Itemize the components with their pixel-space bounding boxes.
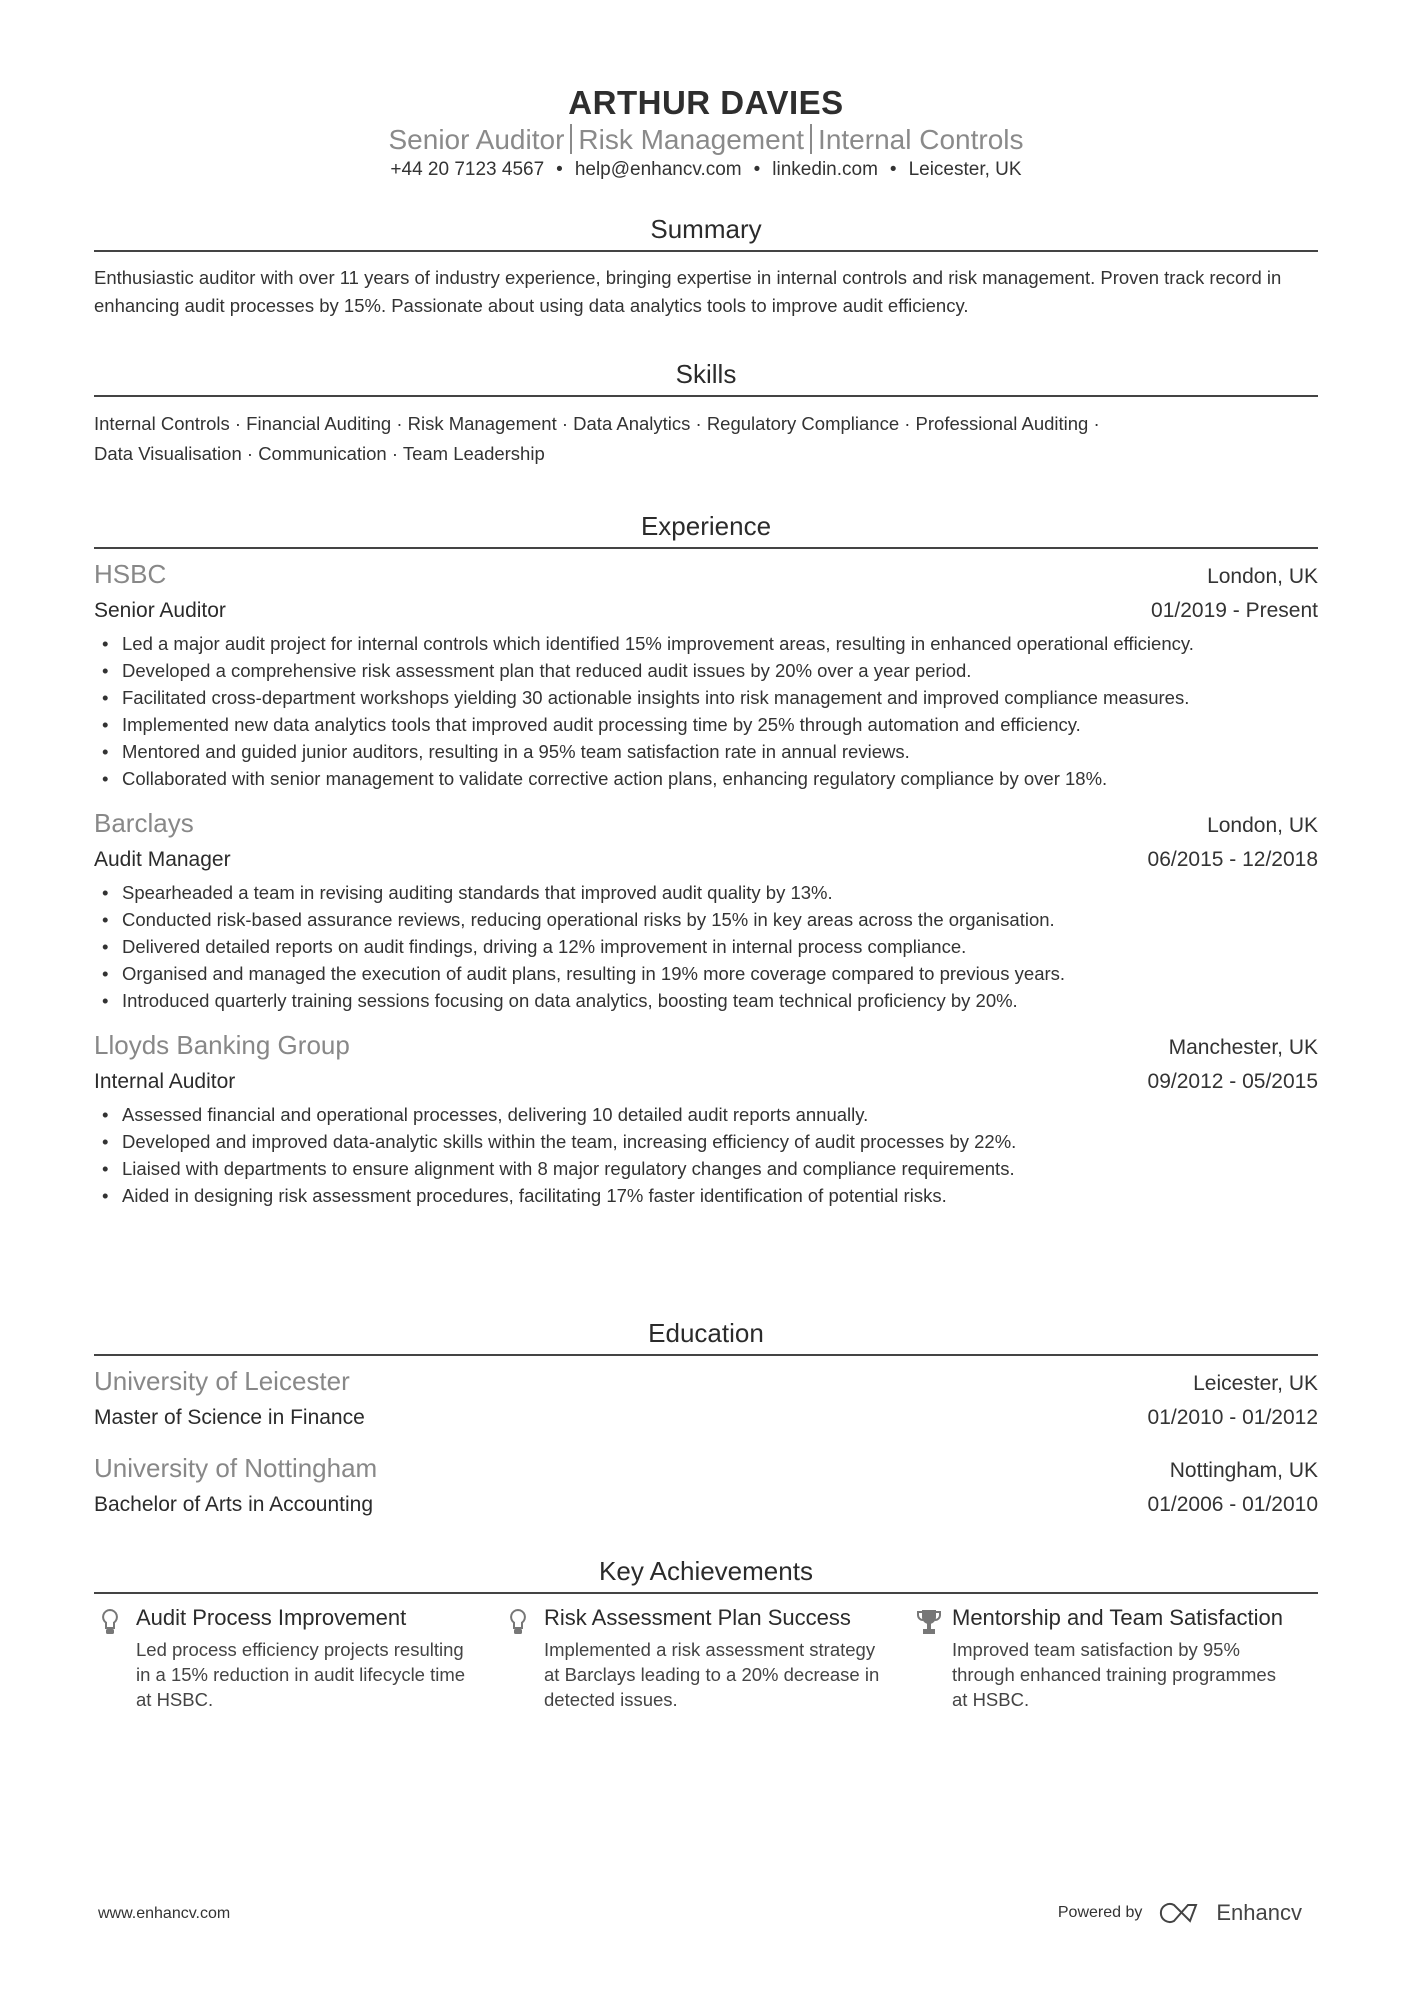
bullet-item: • Aided in designing risk assessment procedures, facilitating 17% faster identification of potential risks.	[94, 1182, 1318, 1209]
school-name: University of Nottingham	[94, 1453, 378, 1483]
company-name: Barclays	[94, 808, 194, 838]
bullet-item: • Delivered detailed reports on audit findings, driving a 12% improvement in internal process compliance.	[94, 933, 1318, 960]
job-role: Internal Auditor	[94, 1070, 236, 1093]
school-name: University of Leicester	[94, 1366, 350, 1396]
divider	[94, 1592, 1318, 1594]
divider	[94, 250, 1318, 252]
email-link[interactable]: help@enhancv.com	[574, 159, 742, 180]
headline	[94, 124, 1318, 156]
footer-website[interactable]: www.enhancv.com	[98, 1905, 231, 1922]
school-location: Nottingham, UK	[1169, 1459, 1318, 1482]
education-entry	[94, 1451, 1318, 1522]
skills-line: Data Visualisation · Communication · Team Leadership	[94, 443, 545, 464]
bullet-item: • Developed a comprehensive risk assessment plan that reduced audit issues by 20% over a year period.	[94, 657, 1318, 684]
job-entry	[94, 557, 1318, 792]
achievement-text	[952, 1604, 1312, 1712]
headline-title: Senior Auditor	[388, 124, 565, 155]
job-dates: 01/2019 - Present	[1151, 599, 1318, 622]
achievement-title: Audit Process Improvement	[136, 1605, 407, 1630]
divider	[94, 1354, 1318, 1356]
job-entry	[94, 1028, 1318, 1209]
powered-by-label: Powered by	[1057, 1904, 1143, 1921]
job-role: Senior Auditor	[94, 599, 226, 622]
job-location: Manchester, UK	[1168, 1036, 1318, 1059]
degree: Master of Science in Finance	[94, 1406, 365, 1429]
contact-info: +44 20 7123 4567 • help@enhancv.com • linkedin.com • Leicester, UK	[390, 159, 1022, 180]
bullet-list	[94, 1101, 1318, 1209]
bullet-item: • Spearheaded a team in revising auditing standards that improved audit quality by 13%.	[94, 879, 1318, 906]
skills-line: Internal Controls · Financial Auditing · Risk Management · Data Analytics · Regulatory Compliance · Professional Auditing ·	[94, 413, 1100, 434]
job-role: Audit Manager	[94, 848, 231, 871]
candidate-name: ARTHUR DAVIES	[568, 84, 844, 121]
bullet-item: • Led a major audit project for internal controls which identified 15% improvement areas, resulting in enhanced operational efficiency.	[94, 630, 1318, 657]
achievement-description: Led process efficiency projects resulting in a 15% reduction in audit lifecycle time at HSBC.	[136, 1639, 466, 1710]
summary-text: Enthusiastic auditor with over 11 years of industry experience, bringing expertise in internal controls and risk management. Proven track record in enhancing audit processes by 15%. Passionate about using data analytics tools to improve audit efficiency.	[94, 267, 1282, 316]
school-location: Leicester, UK	[1193, 1372, 1318, 1395]
headline-title: Internal Controls	[818, 124, 1024, 155]
divider	[94, 395, 1318, 397]
education-header	[94, 1364, 1318, 1401]
company-name: HSBC	[94, 559, 167, 589]
education-subheader	[94, 1401, 1318, 1435]
divider	[570, 124, 572, 154]
headline-title: Risk Management	[578, 124, 805, 155]
section-heading: Education	[648, 1318, 764, 1348]
bullet-item: • Introduced quarterly training sessions focusing on data analytics, boosting team technical proficiency by 20%.	[94, 987, 1318, 1014]
job-entry	[94, 806, 1318, 1014]
achievement-text	[136, 1604, 496, 1712]
skills-section	[94, 359, 1318, 469]
job-location: London, UK	[1207, 814, 1318, 837]
footer-branding	[1058, 1900, 1302, 1926]
achievement-description: Improved team satisfaction by 95% through enhanced training programmes at HSBC.	[952, 1639, 1276, 1710]
bullet-list	[94, 879, 1318, 1014]
achievements-section	[94, 1556, 1318, 1712]
bullet-item: • Implemented new data analytics tools that improved audit processing time by 25% through automation and efficiency.	[94, 711, 1318, 738]
bullet-item: • Organised and managed the execution of audit plans, resulting in 19% more coverage compared to previous years.	[94, 960, 1318, 987]
bullet-item: • Collaborated with senior management to validate corrective action plans, enhancing regulatory compliance by over 18%.	[94, 765, 1318, 792]
enhancv-brand: Enhancv	[1216, 1900, 1302, 1925]
section-heading: Skills	[675, 359, 737, 389]
job-header	[94, 557, 1318, 594]
section-heading: Summary	[650, 214, 762, 244]
company-name: Lloyds Banking Group	[94, 1030, 350, 1060]
degree: Bachelor of Arts in Accounting	[94, 1493, 373, 1516]
linkedin-link[interactable]: linkedin.com	[772, 159, 878, 180]
bullet-item: • Developed and improved data-analytic skills within the team, increasing efficiency of audit processes by 22%.	[94, 1128, 1318, 1155]
summary-section	[94, 214, 1318, 320]
location: Leicester, UK	[908, 159, 1022, 180]
job-subheader	[94, 1065, 1318, 1099]
achievement-item	[910, 1604, 1318, 1712]
bullet-item: • Assessed financial and operational processes, delivering 10 detailed audit reports annually.	[94, 1101, 1318, 1128]
bullet-list	[94, 630, 1318, 792]
bullet-item: • Liaised with departments to ensure alignment with 8 major regulatory changes and compliance requirements.	[94, 1155, 1318, 1182]
achievement-text	[544, 1604, 904, 1712]
lightbulb-icon	[94, 1604, 136, 1712]
lightbulb-icon	[502, 1604, 544, 1712]
achievement-item	[502, 1604, 910, 1712]
divider	[94, 547, 1318, 549]
achievement-item	[94, 1604, 502, 1712]
achievement-title: Mentorship and Team Satisfaction	[952, 1605, 1283, 1630]
experience-section	[94, 511, 1318, 1223]
section-heading: Experience	[640, 511, 772, 541]
achievement-description: Implemented a risk assessment strategy at Barclays leading to a 20% decrease in detected issues.	[544, 1639, 880, 1710]
education-section	[94, 1318, 1318, 1538]
education-entry	[94, 1364, 1318, 1435]
job-dates: 09/2012 - 05/2015	[1147, 1070, 1318, 1093]
divider	[810, 124, 812, 154]
education-dates: 01/2006 - 01/2010	[1147, 1493, 1318, 1516]
education-subheader	[94, 1488, 1318, 1522]
trophy-icon	[910, 1604, 952, 1712]
section-heading: Key Achievements	[599, 1556, 813, 1586]
education-header	[94, 1451, 1318, 1488]
bullet-item: • Mentored and guided junior auditors, resulting in a 95% team satisfaction rate in annual reviews.	[94, 738, 1318, 765]
job-subheader	[94, 843, 1318, 877]
phone: +44 20 7123 4567	[390, 159, 545, 180]
bullet-item: • Facilitated cross-department workshops yielding 30 actionable insights into risk management and improved compliance measures.	[94, 684, 1318, 711]
bullet-item: • Conducted risk-based assurance reviews, reducing operational risks by 15% in key areas across the organisation.	[94, 906, 1318, 933]
job-header	[94, 806, 1318, 843]
job-location: London, UK	[1207, 565, 1318, 588]
achievement-title: Risk Assessment Plan Success	[544, 1605, 851, 1630]
job-header	[94, 1028, 1318, 1065]
job-subheader	[94, 594, 1318, 628]
enhancv-logo-icon	[1156, 1901, 1202, 1925]
job-dates: 06/2015 - 12/2018	[1147, 848, 1318, 871]
education-dates: 01/2010 - 01/2012	[1147, 1406, 1318, 1429]
